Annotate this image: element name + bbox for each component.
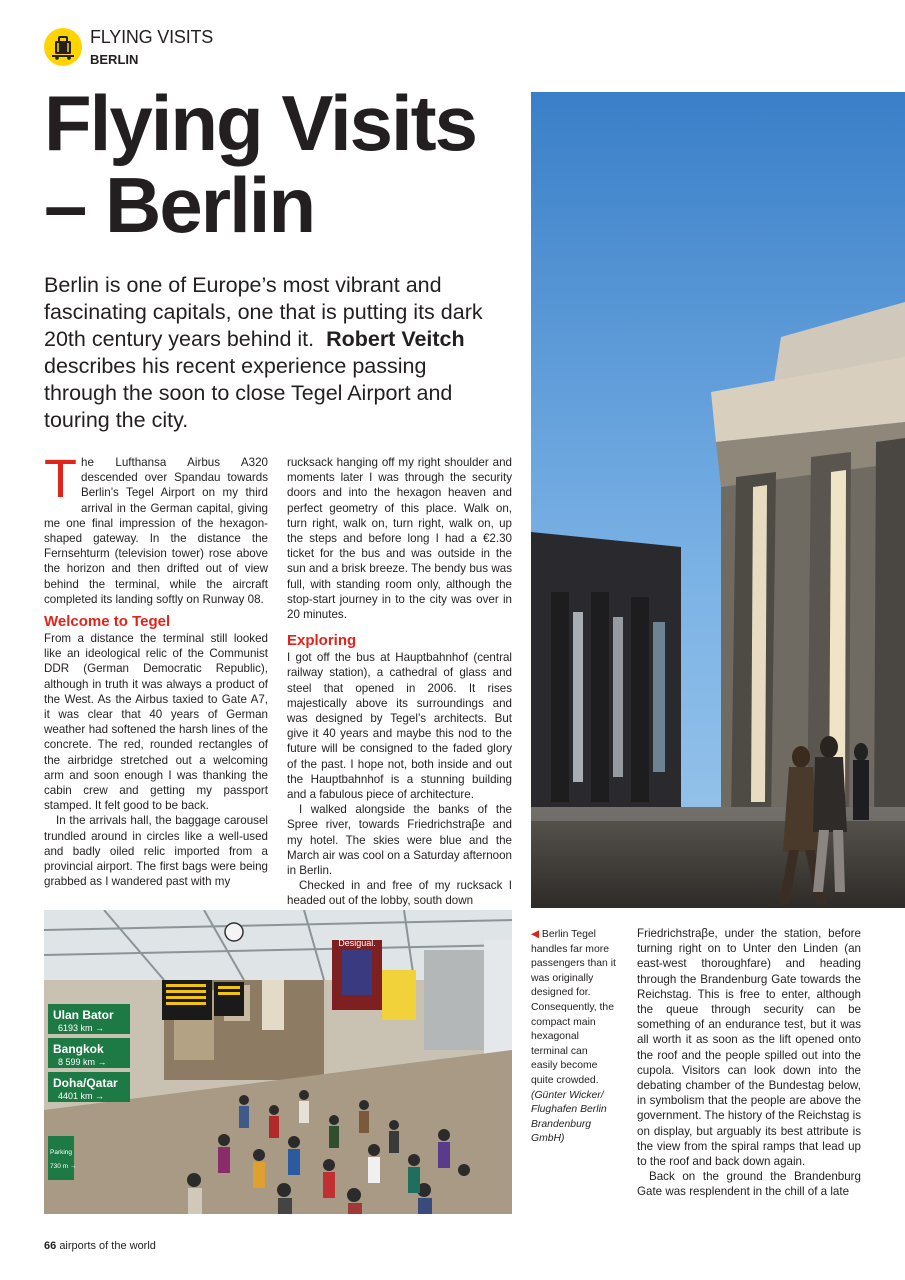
sign-bangkok-distance: 8 599 km → — [58, 1057, 107, 1067]
article-column-1 — [44, 449, 268, 889]
sign-doha-city: Doha/Qatar — [53, 1076, 118, 1090]
subheading-welcome: Welcome to Tegel — [44, 613, 171, 631]
paragraph: I got off the bus at Hauptbahnhof (central railway station), a cathedral of glass and steel that opened in 2006. It rises majestically above its surroundings and was designed by Tegel’s architects. But give it 40 years and maybe this nod to the future will be consigned to the faded glory of the past. I hope not, both inside and out the Hauptbahnhof is a stunning building and a fabulous piece of architecture. — [287, 651, 512, 802]
paragraph: Friedrichstraβe, under the station, before turning right on to Unter den Linden (an east-west thoroughfare) and heading through the Brandenburg Gate towards the Reichstag. This is free to enter, although the queue through security can be something of an endurance test, but it was all worth it as soon as the lift opened onto the roof and the people spilled out into the cupola. Visitors can look down into the debating chamber of the Bundestag below, in symbolism that the people are above the government. The history of the Reichstag is on display, but arguably its best attribute is the view from the spiral ramps that lead up to the roof and back down again. — [637, 927, 861, 1169]
photo-caption — [531, 928, 617, 1147]
caption-arrow-icon: ◀ — [531, 929, 539, 940]
page-footer — [44, 1240, 156, 1252]
sign-bangkok-city: Bangkok — [53, 1042, 104, 1056]
brandenburg-gate-photo — [531, 92, 905, 908]
article-column-2 — [287, 455, 512, 909]
sign-doha-distance: 4401 km → — [58, 1091, 105, 1101]
caption-credit: (Günter Wicker/ Flughafen Berlin Brandenburg GmbH) — [531, 1089, 607, 1145]
section-label: FLYING VISITS — [90, 27, 214, 47]
paragraph: I walked alongside the banks of the Spree river, towards Friedrichstraβe and my hotel. The skies were blue and the March air was cool on a Saturday afternoon in Berlin. — [287, 803, 512, 878]
sign-ulan-bator-distance: 6193 km → — [58, 1023, 105, 1033]
luggage-trolley-icon — [44, 28, 82, 66]
sign-ulan-bator-city: Ulan Bator — [53, 1008, 114, 1022]
paragraph: The Lufthansa Airbus A320 descended over Spandau towards Berlin’s Tegel Airport on my third arrival in the German capital, giving me one final impression of the hexagon-shaped gateway. In the distance the Fernsehturm (television tower) rose above the horizon and then drifted out of view behind the terminal, while the aircraft completed its landing softly on Runway 08. — [44, 449, 268, 606]
page-number: 66 — [44, 1240, 57, 1252]
paragraph: In the arrivals hall, the baggage carousel trundled around in circles like a well-used and badly oiled relic imported from a provincial airport. The first bags were being grabbed as I wandered past with my — [44, 814, 268, 889]
title-line-1: Flying Visits — [44, 79, 477, 167]
subheading-exploring: Exploring — [287, 632, 357, 650]
publication-name: airports of the world — [59, 1240, 156, 1252]
title-line-2: – Berlin — [44, 161, 315, 249]
paragraph: From a distance the terminal still looked like an ideological relic of the Communist DDR (German Democratic Republic), although in truth it was always a product of the West. As the Airbus taxied to Gate A7, it was clear that 40 years of German weather had softened the harsh lines of the concrete. The red, rounded rectangles of the airbridge stretched out a welcoming arm and soon enough I was thanking the cabin crew and getting my passport stamped. It felt good to be back. — [44, 632, 268, 813]
paragraph: Back on the ground the Brandenburg Gate was resplendent in the chill of a late — [637, 1170, 861, 1199]
sign-parking-distance: 730 m → — [50, 1163, 77, 1170]
standfirst-text-end: describes his recent experience passing through the soon to close Tegel Airport and touring the city. — [44, 354, 453, 432]
shop-sign: Desigual. — [338, 938, 376, 948]
section-badge — [44, 28, 82, 66]
tegel-terminal-photo — [44, 910, 512, 1214]
paragraph: rucksack hanging off my right shoulder and moments later I was through the security doors and into the hexagon heaven and perfect geometry of this place. Walk on, turn right, walk on, turn right, walk on, up the steps and before long I had a €2.30 ticket for the bus and was outside in the sun and a brisk breeze. The bendy bus was full, with standing room only, although the stop-start journey in to the city was over in 20 minutes. — [287, 456, 512, 622]
subsection-label: BERLIN — [90, 52, 139, 67]
caption-text: Berlin Tegel handles far more passengers than it was originally designed for. Consequently, the compact main hexagonal terminal can easily become quite crowded. — [531, 929, 616, 1086]
drop-cap: T — [44, 449, 77, 509]
page-title — [44, 79, 524, 249]
article-column-3 — [637, 926, 861, 1200]
sign-parking-label: Parking — [50, 1149, 73, 1156]
standfirst — [44, 272, 484, 434]
standfirst-text: Berlin is one of Europe’s most vibrant and fascinating capitals, one that is putting its dark 20th century years behind it. — [44, 273, 483, 351]
paragraph: Checked in and free of my rucksack I headed out of the lobby, south down — [287, 879, 512, 908]
author-name: Robert Veitch — [326, 327, 465, 351]
